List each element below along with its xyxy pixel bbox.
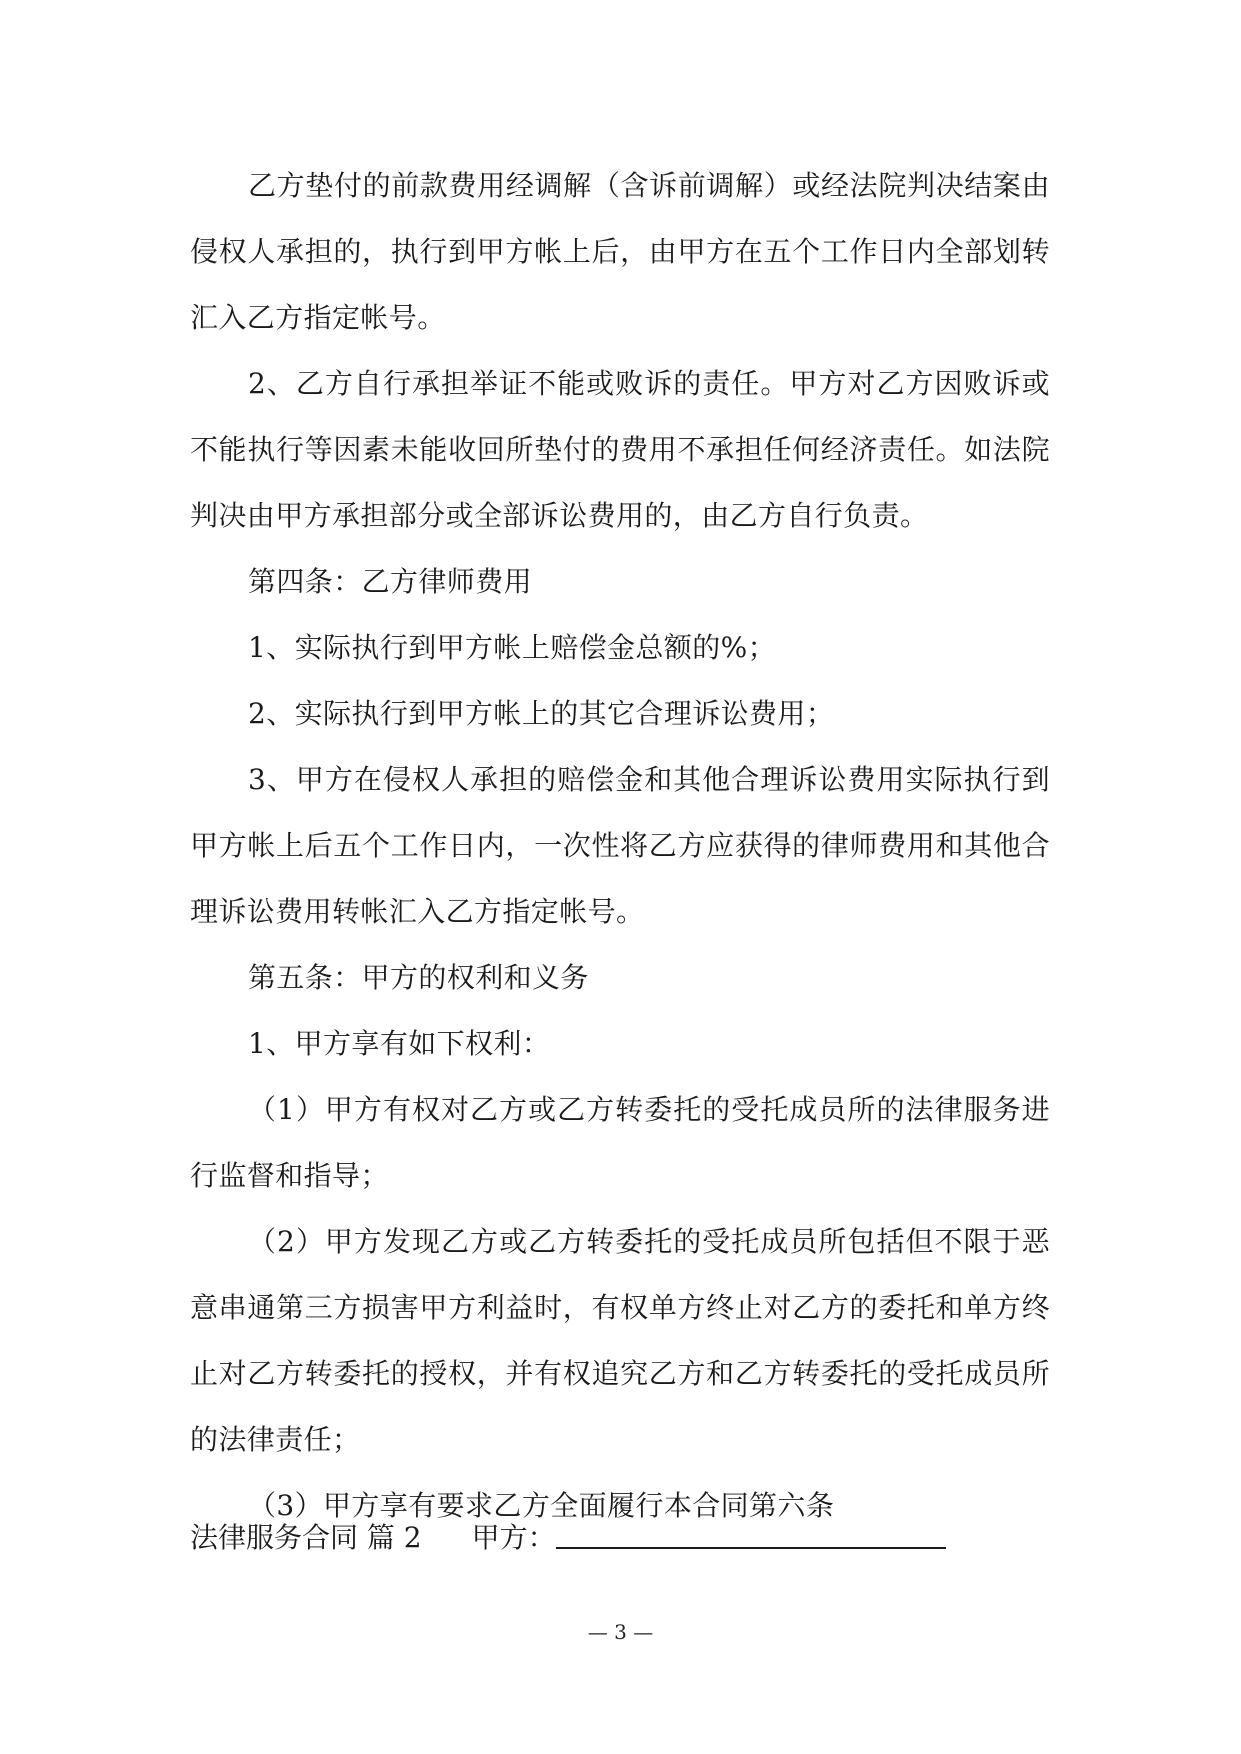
- paragraph-advance-fees: 乙方垫付的前款费用经调解（含诉前调解）或经法院判决结案由侵权人承担的，执行到甲方帐上后，由甲方在五个工作日内全部划转汇入乙方指定帐号。: [190, 169, 1050, 334]
- list-item-fee-percentage: 1、实际执行到甲方帐上赔偿金总额的%；: [248, 631, 777, 664]
- sub-item-performance: （3）甲方享有要求乙方全面履行本合同第六条: [248, 1489, 835, 1522]
- contract-two-title: 法律服务合同 篇 2: [190, 1521, 422, 1554]
- sub-item-termination: （2）甲方发现乙方或乙方转委托的受托成员所包括但不限于恶意串通第三方损害甲方利益时，有权单方终止对乙方的委托和单方终止对乙方转委托的授权，并有权追究乙方和乙方转委托的受托成员所的法律责任；: [190, 1225, 1050, 1456]
- list-item-payment-transfer: 3、甲方在侵权人承担的赔偿金和其他合理诉讼费用实际执行到甲方帐上后五个工作日内，一次性将乙方应获得的律师费用和其他合理诉讼费用转帐汇入乙方指定帐号。: [190, 763, 1050, 928]
- party-a-label: 甲方：: [471, 1521, 556, 1554]
- contract-two-header: [190, 1518, 1050, 1558]
- list-item-party-a-rights: 1、甲方享有如下权利：: [248, 1027, 551, 1060]
- sub-item-supervision: （1）甲方有权对乙方或乙方转委托的受托成员所的法律服务进行监督和指导；: [190, 1093, 1050, 1192]
- paragraph-litigation-risk: 2、乙方自行承担举证不能或败诉的责任。甲方对乙方因败诉或不能执行等因素未能收回所垫付的费用不承担任何经济责任。如法院判决由甲方承担部分或全部诉讼费用的，由乙方自行负责。: [190, 367, 1050, 532]
- section-heading-article-5: 第五条：甲方的权利和义务: [248, 961, 589, 994]
- contract-body: [190, 153, 1050, 1539]
- list-item-other-costs: 2、实际执行到甲方帐上的其它合理诉讼费用；: [248, 697, 835, 730]
- page-number: — 3 —: [587, 1620, 654, 1644]
- party-a-blank-line: [556, 1519, 946, 1549]
- section-heading-article-4: 第四条：乙方律师费用: [248, 565, 533, 598]
